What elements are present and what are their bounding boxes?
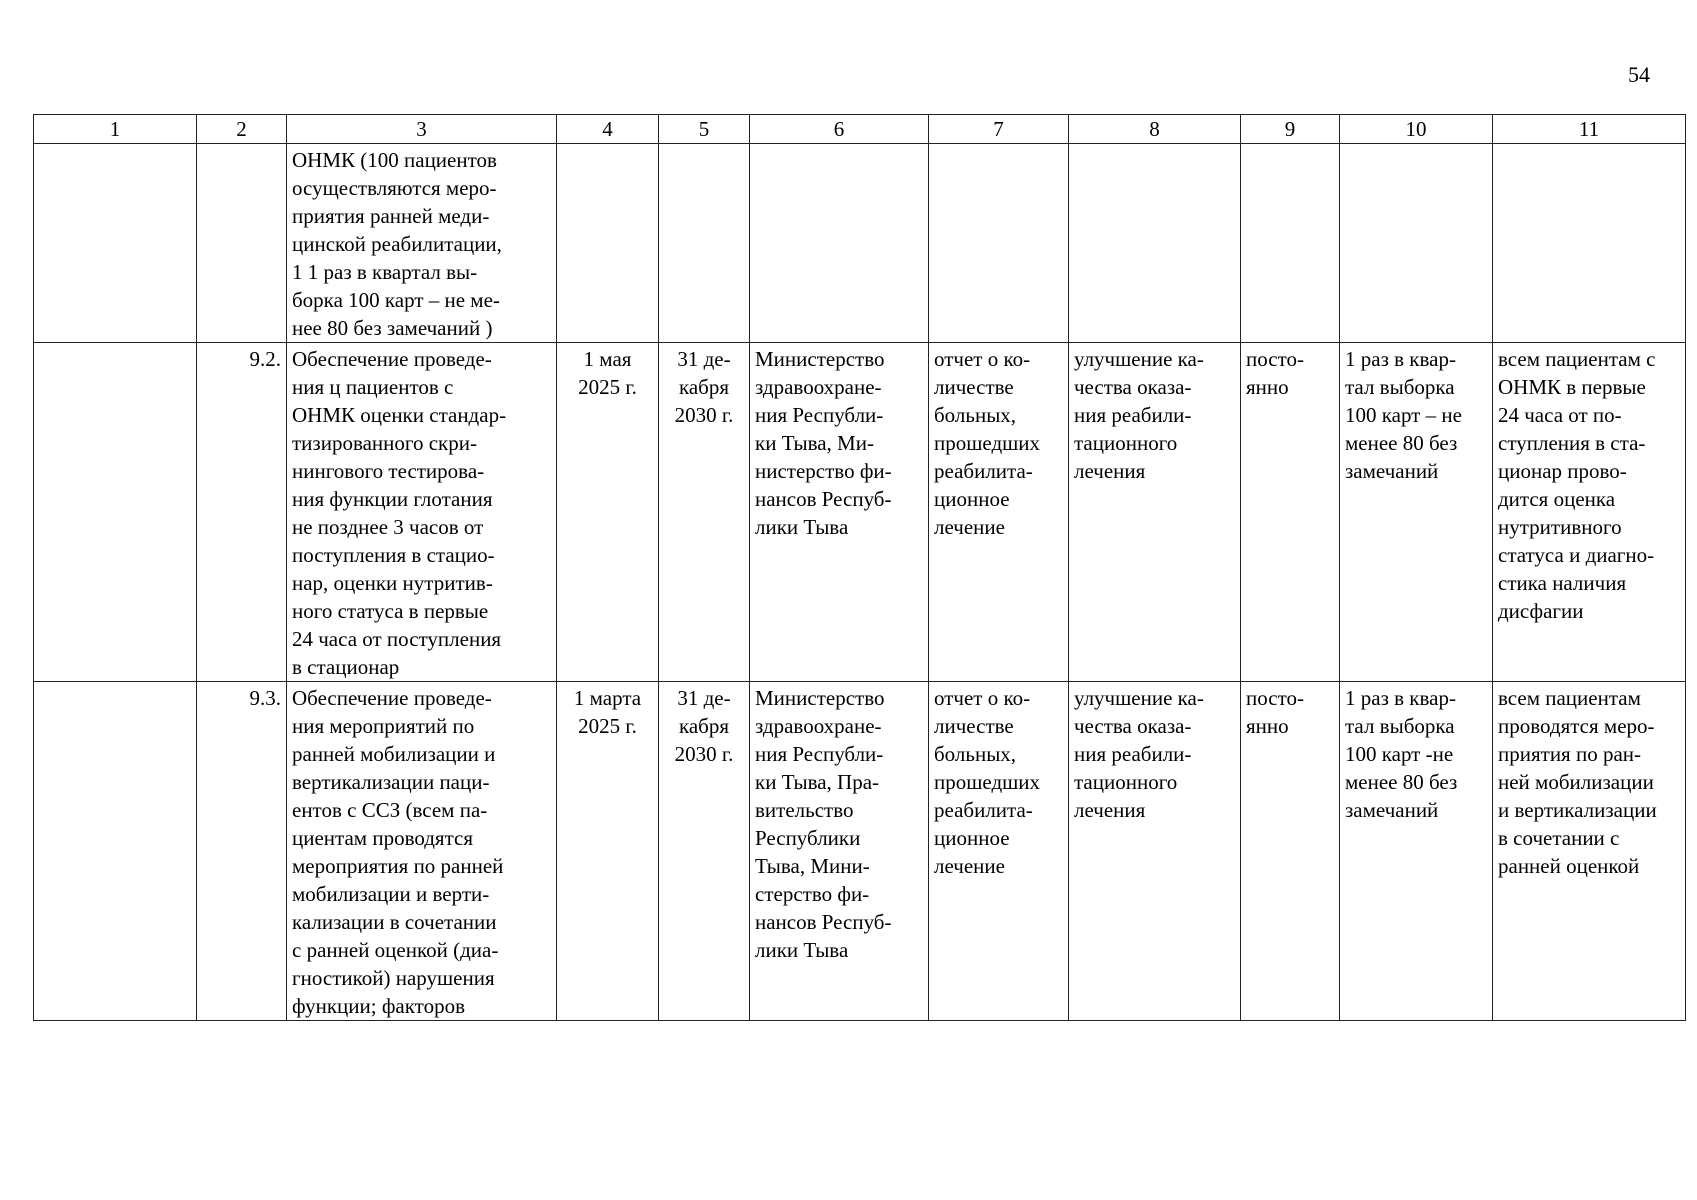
column-header: 5 bbox=[659, 115, 750, 144]
cell-end-date: 31 де- кабря 2030 г. bbox=[659, 343, 750, 682]
cell-frequency: посто- янно bbox=[1241, 343, 1340, 682]
column-header: 11 bbox=[1493, 115, 1686, 144]
cell-indicator bbox=[1340, 144, 1493, 343]
column-header: 4 bbox=[557, 115, 659, 144]
table-row bbox=[34, 144, 1686, 343]
table-row bbox=[34, 343, 1686, 682]
cell-item-number bbox=[197, 144, 287, 343]
column-header: 3 bbox=[287, 115, 557, 144]
column-header: 9 bbox=[1241, 115, 1340, 144]
cell-result: улучшение ка- чества оказа- ния реабили- тационного лечения bbox=[1069, 682, 1241, 1021]
cell-section bbox=[34, 682, 197, 1021]
cell-criterion: всем пациентам с ОНМК в первые 24 часа от по- ступления в ста- ционар прово- дится оценка нутритивного статуса и диагно- стика наличия дисфагии bbox=[1493, 343, 1686, 682]
cell-frequency: посто- янно bbox=[1241, 682, 1340, 1021]
cell-criterion bbox=[1493, 144, 1686, 343]
column-header: 2 bbox=[197, 115, 287, 144]
cell-end-date bbox=[659, 144, 750, 343]
cell-indicator: 1 раз в квар- тал выборка 100 карт -не менее 80 без замечаний bbox=[1340, 682, 1493, 1021]
table-header-row bbox=[34, 115, 1686, 144]
column-header: 1 bbox=[34, 115, 197, 144]
cell-item-number: 9.3. bbox=[197, 682, 287, 1021]
cell-document: отчет о ко- личестве больных, прошедших реабилита- ционное лечение bbox=[929, 343, 1069, 682]
cell-start-date: 1 мая 2025 г. bbox=[557, 343, 659, 682]
cell-start-date bbox=[557, 144, 659, 343]
cell-section bbox=[34, 144, 197, 343]
cell-measure: ОНМК (100 пациентов осуществляются меро- приятия ранней меди- цинской реабилитации, 1 1 раз в квартал вы- борка 100 карт – не ме- нее 80 без замечаний ) bbox=[287, 144, 557, 343]
cell-criterion: всем пациентам проводятся меро- приятия по ран- ней мобилизации и вертикализации в сочетании с ранней оценкой bbox=[1493, 682, 1686, 1021]
page-number: 54 bbox=[1628, 62, 1650, 87]
cell-measure: Обеспечение проведе- ния ц пациентов с ОНМК оценки стандар- тизированного скри- нингового тестирова- ния функции глотания не позднее 3 часов от поступления в стацио- нар, оценки нутритив- ного статуса в первые 24 часа от поступления в стационар bbox=[287, 343, 557, 682]
cell-responsible: Министерство здравоохране- ния Республи- ки Тыва, Ми- нистерство фи- нансов Респуб- лики Тыва bbox=[750, 343, 929, 682]
table-row bbox=[34, 682, 1686, 1021]
cell-responsible: Министерство здравоохране- ния Республи- ки Тыва, Пра- вительство Республики Тыва, Мини- стерство фи- нансов Респуб- лики Тыва bbox=[750, 682, 929, 1021]
column-header: 8 bbox=[1069, 115, 1241, 144]
cell-result bbox=[1069, 144, 1241, 343]
cell-measure: Обеспечение проведе- ния мероприятий по ранней мобилизации и вертикализации паци- ентов с ССЗ (всем па- циентам проводятся мероприятия по ранней мобилизации и верти- кализации в сочетании с ранней оценкой (диа- гностикой) нарушения функции; факторов bbox=[287, 682, 557, 1021]
document-table bbox=[33, 114, 1686, 1021]
column-header: 6 bbox=[750, 115, 929, 144]
cell-section bbox=[34, 343, 197, 682]
cell-end-date: 31 де- кабря 2030 г. bbox=[659, 682, 750, 1021]
column-header: 10 bbox=[1340, 115, 1493, 144]
cell-start-date: 1 марта 2025 г. bbox=[557, 682, 659, 1021]
cell-indicator: 1 раз в квар- тал выборка 100 карт – не менее 80 без замечаний bbox=[1340, 343, 1493, 682]
column-header: 7 bbox=[929, 115, 1069, 144]
cell-responsible bbox=[750, 144, 929, 343]
cell-document bbox=[929, 144, 1069, 343]
cell-frequency bbox=[1241, 144, 1340, 343]
cell-document: отчет о ко- личестве больных, прошедших реабилита- ционное лечение bbox=[929, 682, 1069, 1021]
cell-result: улучшение ка- чества оказа- ния реабили- тационного лечения bbox=[1069, 343, 1241, 682]
cell-item-number: 9.2. bbox=[197, 343, 287, 682]
